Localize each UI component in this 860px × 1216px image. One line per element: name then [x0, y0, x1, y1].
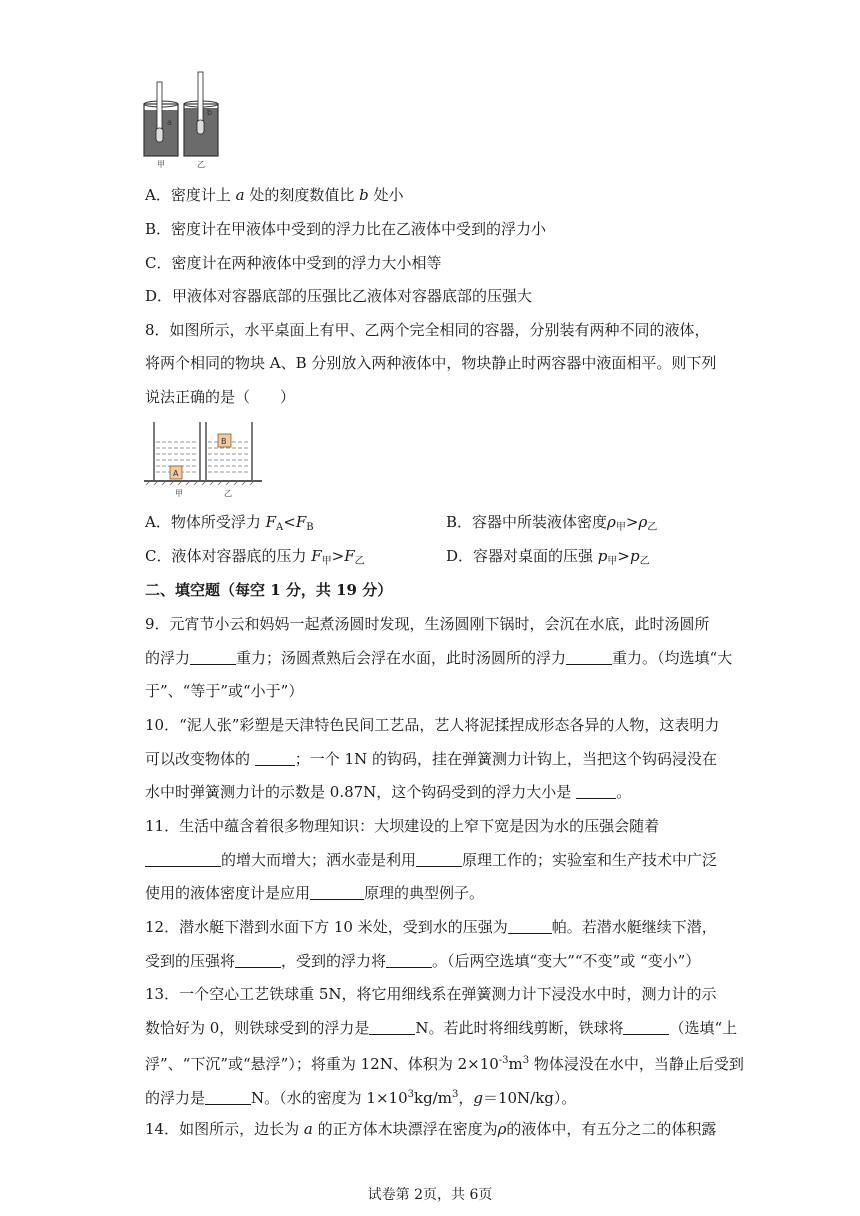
q11-blank-2[interactable] — [416, 852, 462, 867]
q9-blank-2[interactable] — [566, 650, 612, 665]
label-yi-2: 乙 — [224, 489, 232, 498]
q9-blank-1[interactable] — [190, 650, 236, 665]
q13-blank-2[interactable] — [623, 1020, 669, 1035]
label-jia: 甲 — [157, 160, 165, 169]
q9-line1: 9．元宵节小云和妈妈一起煮汤圆时发现，生汤圆刚下锅时，会沉在水底，此时汤圆所 — [145, 615, 710, 633]
q9-line2: 的浮力 重力；汤圆煮熟后会浮在水面，此时汤圆所的浮力 重力。（均选填“大 — [145, 649, 733, 667]
q9-line3: 于”、“等于”或“小于”） — [145, 682, 304, 700]
q8-option-c: C．液体对容器底的压力 $F_甲>F_乙$ — [145, 547, 365, 567]
q11-blank-1[interactable] — [145, 852, 221, 867]
q7-option-b: B．密度计在甲液体中受到的浮力比在乙液体中受到的浮力小 — [145, 220, 547, 238]
label-jia-2: 甲 — [175, 489, 183, 498]
q8-stem-line3: 说法正确的是（ ） — [145, 388, 296, 406]
q12-blank-2[interactable] — [235, 953, 281, 968]
block-a-label: A — [173, 469, 179, 478]
q13-line4: 的浮力是 N。（水的密度为 $1\times 10^3kg/m^3$，g＝10N/kg）。 — [145, 1089, 577, 1107]
q8-option-b: B．容器中所装液体密度$\rho_甲>\rho_乙$ — [446, 513, 658, 533]
section-fill-in-title: 二、填空题（每空 1 分，共 19 分） — [145, 581, 393, 599]
q13-line3: 浮”、“下沉”或“悬浮”）；将重为 12N、体积为 $2\times 10^{-3}m^3$ 物体浸没在水中，当静止后受到 — [145, 1055, 744, 1073]
q11-line3: 使用的液体密度计是应用 原理的典型例子。 — [145, 884, 485, 902]
page-footer: 试卷第 2页，共 6页 — [367, 1187, 493, 1203]
q12-blank-3[interactable] — [386, 953, 432, 968]
q10-line2: 可以改变物体的 ；一个 1N 的钩码，挂在弹簧测力计钩上，当把这个钩码浸没在 — [145, 750, 717, 768]
q13-line2: 数恰好为 0，则铁球受到的浮力是 N。若此时将细线剪断，铁球将 （选填“上 — [145, 1019, 738, 1037]
containers-figure — [144, 418, 264, 500]
q14-line1: 14．如图所示，边长为 a 的正方体木块漂浮在密度为ρ的液体中，有五分之二的体积露 — [145, 1120, 717, 1138]
q11-line1: 11．生活中蕴含着很多物理知识：大坝建设的上窄下宽是因为水的压强会随着 — [145, 817, 660, 835]
q11-line2: 的增大而增大；洒水壶是利用 原理工作的；实验室和生产技术中广泛 — [145, 850, 717, 870]
q8-stem-line1: 8．如图所示，水平桌面上有甲、乙两个完全相同的容器，分别装有两种不同的液体， — [145, 321, 710, 339]
q7-option-d: D．甲液体对容器底部的压强比乙液体对容器底部的压强大 — [145, 287, 533, 305]
q12-line2: 受到的压强将 ，受到的浮力将 。（后两空选填“变大”“不变”或 “变小”） — [145, 952, 701, 970]
q7-option-a: A．密度计上 a 处的刻度数值比 b 处小 — [145, 186, 404, 204]
q10-blank-1[interactable] — [255, 751, 295, 766]
block-b-label: B — [221, 437, 227, 446]
q10-line1: 10．“泥人张”彩塑是天津特色民间工艺品，艺人将泥揉捏成形态各异的人物，这表明力 — [145, 716, 720, 734]
q11-blank-3[interactable] — [310, 885, 364, 900]
q10-blank-2[interactable] — [576, 784, 616, 799]
q13-blank-3[interactable] — [205, 1090, 251, 1105]
q8-option-d: D．容器对桌面的压强 $p_甲>p_乙$ — [446, 547, 650, 567]
mark-b-label: b — [207, 108, 213, 117]
q8-stem-line2: 将两个相同的物块 A、B 分别放入两种液体中，物块静止时两容器中液面相平。则下列 — [145, 354, 717, 372]
q13-line1: 13．一个空心工艺铁球重 5N，将它用细线系在弹簧测力计下浸没水中时，测力计的示 — [145, 985, 717, 1003]
q10-line3: 水中时弹簧测力计的示数是 0.87N，这个钩码受到的浮力大小是 。 — [145, 783, 632, 801]
q7-option-c: C．密度计在两种液体中受到的浮力大小相等 — [145, 254, 442, 272]
q13-blank-1[interactable] — [369, 1020, 415, 1035]
q8-option-a: A．物体所受浮力 $F_A<F_B$ — [145, 513, 314, 533]
q12-line1: 12．潜水艇下潜到水面下方 10 米处，受到水的压强为 帕。若潜水艇继续下潜， — [145, 918, 717, 936]
q12-blank-1[interactable] — [508, 919, 552, 934]
label-yi: 乙 — [197, 160, 205, 169]
mark-a-label: a — [167, 118, 172, 127]
hydrometer-figure — [140, 70, 220, 170]
